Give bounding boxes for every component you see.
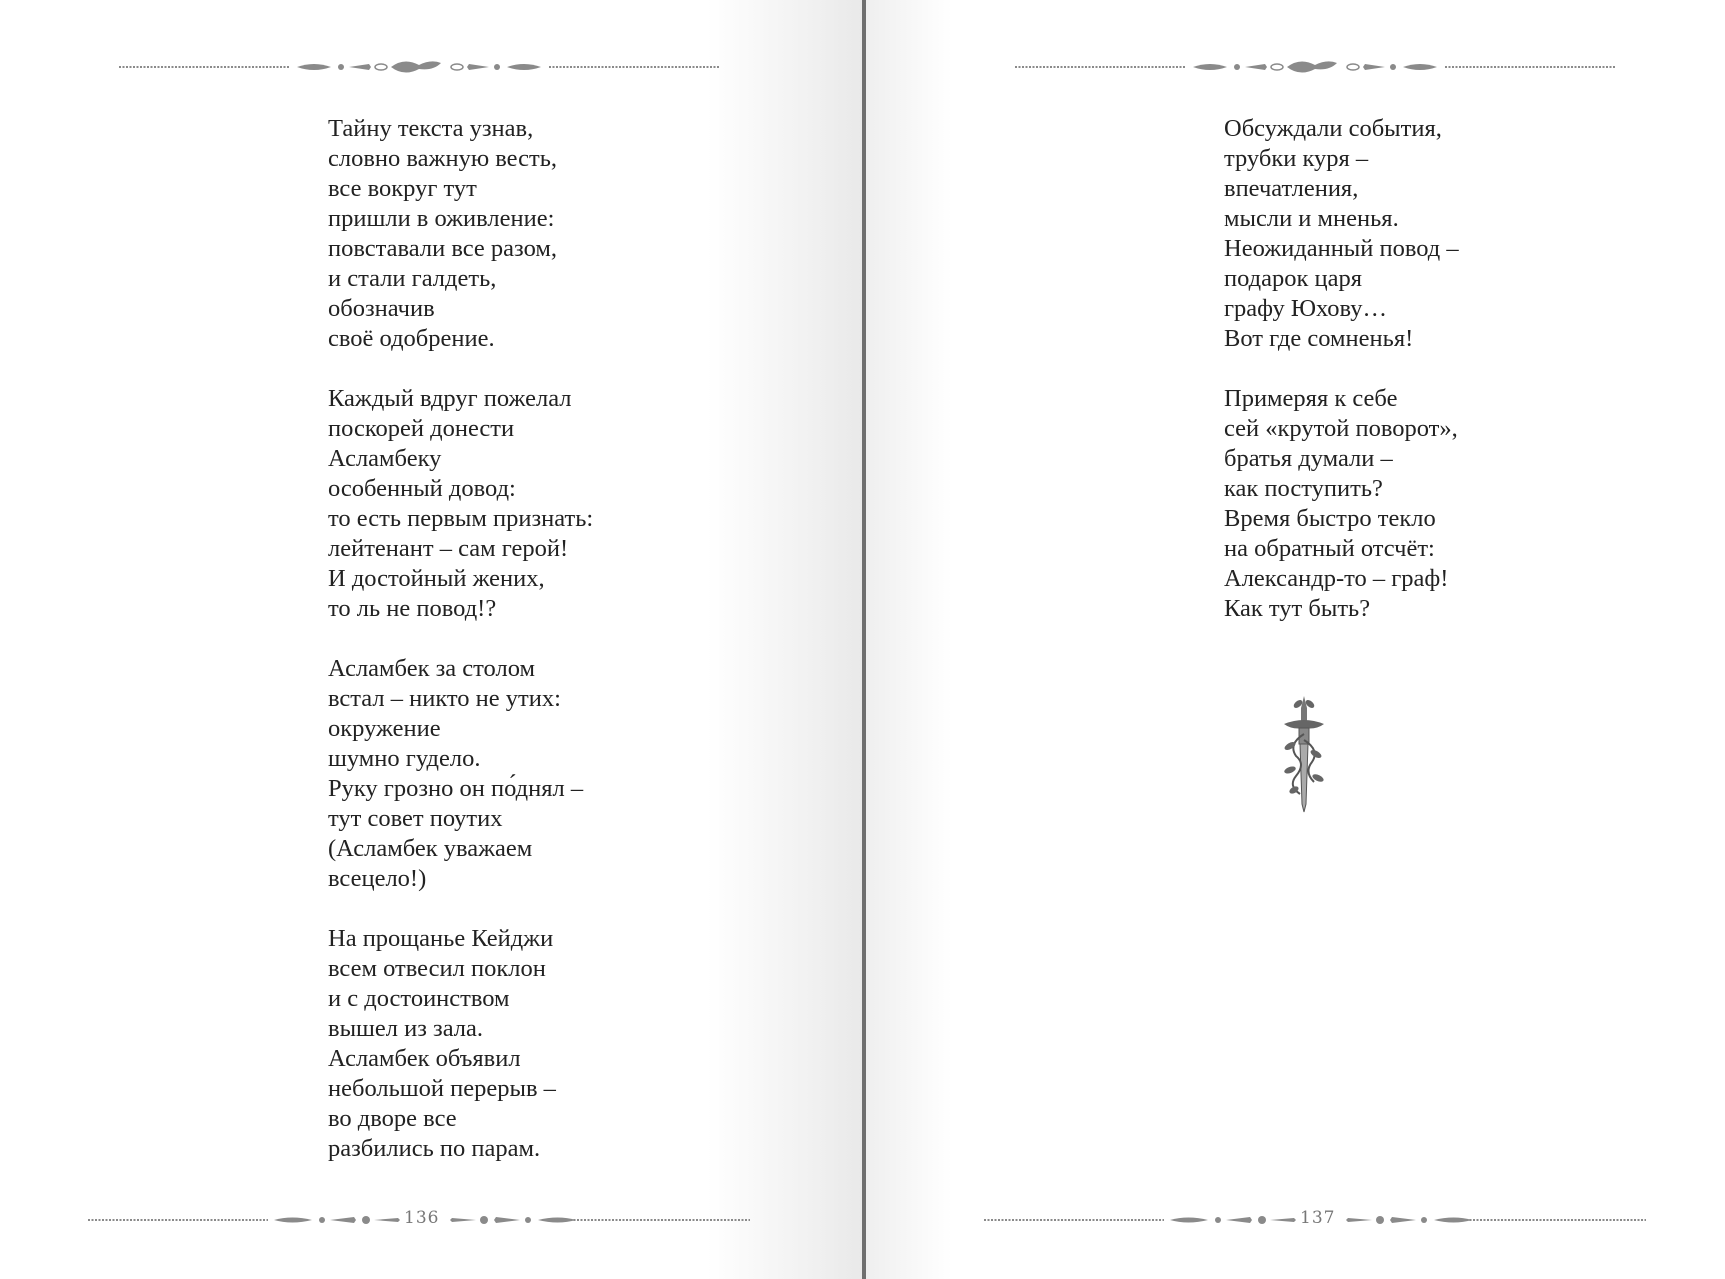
stanza	[328, 924, 593, 1164]
poem-line: подарок царя	[1224, 265, 1363, 292]
poem-line: повставали все разом,	[328, 235, 558, 262]
stanza	[1224, 384, 1459, 624]
page-number-left: 136	[404, 1208, 440, 1228]
poem-line: Время быстро текло	[1224, 505, 1436, 532]
poem-line: мысли и мненья.	[1224, 205, 1399, 232]
poem-line: Обсуждали события,	[1224, 115, 1442, 142]
poem-line: своё одобрение.	[328, 325, 495, 352]
poem-line: шумно гудело.	[328, 745, 481, 772]
poem-line: братья думали –	[1224, 445, 1393, 472]
poem-line: Руку грозно он по́днял –	[328, 775, 584, 802]
right-poem	[1224, 114, 1459, 654]
poem-line: на обратный отсчёт:	[1224, 535, 1435, 562]
poem-line: трубки куря –	[1224, 145, 1369, 172]
poem-line: то есть первым признать:	[328, 505, 594, 532]
poem-line: разбились по парам.	[328, 1135, 541, 1162]
page-number-right: 137	[1300, 1208, 1336, 1228]
poem-line: окружение	[328, 715, 441, 742]
poem-line: всецело!)	[328, 865, 427, 892]
poem-line: и с достоинством	[328, 985, 510, 1012]
header-flourish-divider-icon	[984, 57, 1646, 77]
poem-line: тут совет поутих	[328, 805, 503, 832]
poem-line: как поступить?	[1224, 475, 1383, 502]
stanza	[328, 384, 593, 624]
poem-line: все вокруг тут	[328, 175, 477, 202]
poem-line: Асламбеку	[328, 445, 442, 472]
poem-line: Как тут быть?	[1224, 595, 1371, 622]
poem-line: Вот где сомненья!	[1224, 325, 1414, 352]
poem-line: впечатления,	[1224, 175, 1359, 202]
header-flourish-divider-icon	[88, 57, 750, 77]
poem-line: Каждый вдруг пожелал	[328, 385, 572, 412]
poem-line: Александр-то – граф!	[1224, 565, 1449, 592]
poem-line: На прощанье Кейджи	[328, 925, 554, 952]
poem-line: словно важную весть,	[328, 145, 558, 172]
poem-line: то ль не повод!?	[328, 595, 497, 622]
stanza	[328, 114, 593, 354]
poem-line: Тайну текста узнав,	[328, 115, 534, 142]
poem-line: и стали галдеть,	[328, 265, 497, 292]
poem-line: Асламбек объявил	[328, 1045, 521, 1072]
stanza	[1224, 114, 1459, 354]
poem-line: (Асламбек уважаем	[328, 835, 533, 862]
poem-line: графу Юхову…	[1224, 295, 1388, 322]
left-poem	[328, 114, 593, 1194]
poem-line: И достойный жених,	[328, 565, 545, 592]
poem-line: Неожиданный повод –	[1224, 235, 1459, 262]
poem-line: Примеряя к себе	[1224, 385, 1398, 412]
poem-line: всем отвесил поклон	[328, 955, 546, 982]
poem-line: сей «крутой поворот»,	[1224, 415, 1458, 442]
right-page	[866, 0, 1725, 1279]
dagger-with-vine-icon	[1276, 694, 1332, 819]
left-page	[0, 0, 862, 1279]
poem-line: обозначив	[328, 295, 435, 322]
poem-line: небольшой перерыв –	[328, 1075, 556, 1102]
poem-line: особенный довод:	[328, 475, 516, 502]
poem-line: пришли в оживление:	[328, 205, 555, 232]
poem-line: встал – никто не утих:	[328, 685, 561, 712]
poem-line: Асламбек за столом	[328, 655, 535, 682]
poem-line: поскорей донести	[328, 415, 515, 442]
poem-line: во дворе все	[328, 1105, 457, 1132]
stanza	[328, 654, 593, 894]
poem-line: вышел из зала.	[328, 1015, 484, 1042]
poem-line: лейтенант – сам герой!	[328, 535, 569, 562]
